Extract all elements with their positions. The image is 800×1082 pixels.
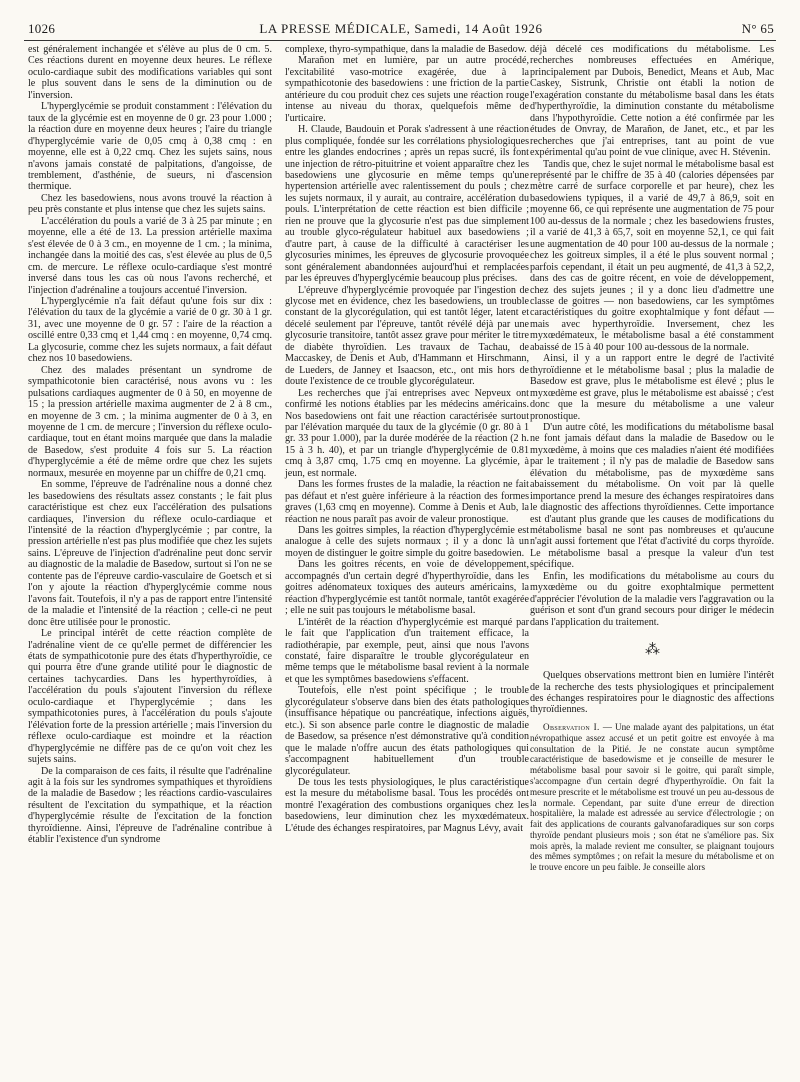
paragraph: De tous les tests physiologiques, le plus caractéristique est la mesure du métabolisme basal. Tous les procédés ont montré l'exagération des combustions organiques chez les basedowiens, leur diminution chez les myxœdémateux. L'étude des échanges respiratoires, par Magnus Lévy, avait bbox=[285, 777, 529, 834]
journal-title: LA PRESSE MÉDICALE, Samedi, 14 Août 1926 bbox=[259, 21, 543, 36]
paragraph: Marañon met en lumière, par un autre procédé, l'excitabilité vaso-motrice exagérée, due à la sympathicotonie des basedowiens : une friction de la partie antérieure du cou produit chez ces sujets une réaction rouge intense au niveau du thorax, quelquefois même de l'urticaire. bbox=[285, 55, 529, 124]
page-header bbox=[28, 21, 774, 37]
paragraph: L'épreuve d'hyperglycémie provoquée par l'ingestion de glycose met en évidence, chez les basedowiens, un trouble constant de la glycorégulation, qui est tantôt léger, latent et décelé seulement par l'épreuve, tantôt révélé déjà par une glycosurie transitoire, tantôt assez grave pour mériter le titre de diabète thyroïdien. Les travaux de Tachau, de Maccaskey, de Denis et Aub, d'Hammann et Hirschmann, de Lueders, de Janney et Isaacson, etc., ont mis hors de doute l'existence de ce trouble glycorégulateur. bbox=[285, 284, 529, 388]
paragraph: Dans les goitres récents, en voie de développement, accompagnés d'un certain degré d'hyperthyroïdie, dans les goitres adénomateux toxiques des auteurs américains, la réaction d'hyperglycémie est tantôt normale, tantôt exagérée ; elle ne suit pas toujours le métabolisme basal. bbox=[285, 559, 529, 617]
paragraph: Ainsi, il y a un rapport entre le degré de l'activité thyroïdienne et le métabolisme basal ; plus la maladie de Basedow est grave, plus le métabolisme est élevé ; plus le myxœdème est grave, plus le métabolisme est abaissé ; c'est donc que la mesure du métabolisme a une valeur pronostique. bbox=[530, 353, 774, 422]
observations-intro: Quelques observations mettront bien en lumière l'intérêt de la recherche des tests physiologiques et principalement des échanges respiratoires pour le diagnostic des affections thyroïdiennes. bbox=[530, 670, 774, 716]
paragraph: déjà décelé ces modifications du métabolisme. Les recherches nombreuses effectuées en Amérique, principalement par Dubois, Benedict, Means et Aub, Mac Caskey, Sistrunk, Christie ont établi la notion de l'exagération constante du métabolisme basal dans les états d'hyperthyroïdie, la diminution constante du métabolisme dans l'hypothyroïdie. Cette notion a été confirmée par les études de Onvray, de Marañon, de Janet, etc., et par les recherches que j'ai entreprises, tant au point de vue expérimental qu'au point de vue clinique, avec H. Stévenin. bbox=[530, 44, 774, 159]
column-right-body bbox=[530, 44, 774, 628]
paragraph: Chez des malades présentant un syndrome de sympathicotonie bien caractérisé, nous avons vu : les pulsations cardiaques augmenter de 0 à 50, en moyenne de 15 ; la pression artérielle maxima augmenter de 2 à 8 cm., en moyenne de 3 cm. ; la minima augmenter de 0 à 3, en moyenne de 1 cm. de mercure ; l'inversion du réflexe oculo-cardiaque, tout en étant moins marquée que dans la maladie de Basedow, s'est produite 4 fois sur 5. La réaction d'hyperglycémie a été de même ordre que chez les sujets normaux, mesurée en moyenne par un chiffre de 0,21 cmq. bbox=[28, 364, 272, 479]
paragraph: Dans les formes frustes de la maladie, la réaction ne fait pas défaut et n'est guère inférieure à la réaction des formes graves (1,63 cmq en moyenne). Comme à Denis et Aub, la réaction ne nous paraît pas avoir de valeur pronostique. bbox=[285, 479, 529, 525]
paragraph: H. Claude, Baudouin et Porak s'adressent à une réaction plus compliquée, fondée sur les corrélations physiologiques entre les glandes endocrines ; après un repas sucré, ils font une injection de rétro-pituitrine et voient apparaître chez les basedowiens une glycosurie en même temps qu'une hypertension artérielle avec ralentissement du pouls ; chez les sujets normaux, il y aurait, au contraire, accélération du pouls. L'interprétation de cette réaction est bien difficile ; rien ne prouve que la glycosurie n'est pas due simplement au trouble glyco-régulateur habituel aux basedowiens ; d'autre part, à cause de la difficulté à caractériser les glycosuries minimes, les épreuves de glycosurie provoquée sont généralement abandonnées aujourd'hui et remplacées par les épreuves d'hyperglycémie beaucoup plus précises. bbox=[285, 124, 529, 285]
issue-number: N° 65 bbox=[741, 21, 774, 36]
column-middle bbox=[285, 44, 529, 834]
paragraph: complexe, thyro-sympathique, dans la maladie de Basedow. bbox=[285, 44, 527, 55]
paragraph: Dans les goitres simples, la réaction d'hyperglycémie est analogue à celle des sujets normaux ; il y a donc là un moyen de distinguer le goitre simple du goitre basedowien. bbox=[285, 525, 529, 559]
paragraph: L'accélération du pouls a varié de 3 à 25 par minute ; en moyenne, elle a été de 13. La pression artérielle maxima s'est élevée de 0 à 3 cm., en moyenne de 1 cm. ; la minima, inchangée dans la moitié des cas, s'est élevée au plus de 0,5 cm. de mercure. Le réflexe oculo-cardiaque s'est montré inversé dans tous les cas où nous l'avons recherché, et l'injection d'adrénaline a toujours accentué l'inversion. bbox=[28, 215, 272, 296]
paragraph: L'intérêt de la réaction d'hyperglycémie est marqué par le fait que l'application d'un traitement efficace, la radiothérapie, par exemple, peut, ainsi que nous l'avons constaté, faire disparaître le trouble glycorégulateur en même temps que le métabolisme basal revient à la normale et que les symptômes basedowiens s'effacent. bbox=[285, 616, 529, 685]
paragraph: Les recherches que j'ai entreprises avec Nepveux ont confirmé les notions établies par les médecins américains. Nos basedowiens ont fait une réaction caractérisée surtout par l'élévation marquée du taux de la glycémie (0 gr. 80 à 1 gr. 33 pour 1.000), par la durée modérée de la réaction (2 h. 15 à 3 h. 40), et par un triangle d'hyperglycémie de 0.81 cmq à 3,87 cmq, 1.75 cmq en moyenne. La glycémie, à jeun, est normale. bbox=[285, 387, 529, 479]
paragraph: Enfin, les modifications du métabolisme au cours du myxœdème ou du goitre exophtalmique permettent d'apprécier l'évolution de la maladie vers l'aggravation ou la guérison et sont d'un grand secours pour diriger le médecin dans l'application du traitement. bbox=[530, 570, 774, 628]
column-left bbox=[28, 44, 272, 846]
observation-paragraph bbox=[530, 722, 774, 873]
observation-label: Observation I. bbox=[543, 721, 600, 732]
asterism-separator: ⁂ bbox=[645, 642, 659, 659]
paragraph: L'hyperglycémie se produit constamment : l'élévation du taux de la glycémie est en moyenne de 0 gr. 23 pour 1.000 ; la réaction dure en moyenne deux heures ; l'aire du triangle d'hyperglycémie varie de 0,05 cmq à 0,38 cmq : en moyenne, elle est à 0,22 cmq. Chez les sujets sains, nous n'avons jamais constaté de palpitations, d'angoisse, de tremblement, d'asthénie, de sueurs, ni d'ascension thermique. bbox=[28, 101, 272, 193]
paragraph: Chez les basedowiens, nous avons trouvé la réaction à peu près constante et plus intense que chez les sujets sains. bbox=[28, 192, 272, 216]
paragraph: L'hyperglycémie n'a fait défaut qu'une fois sur dix : l'élévation du taux de la glycémie a varié de 0 gr. 30 à 1 gr. 31, avec une moyenne de 0 gr. 57 : l'aire de la réaction a oscillé entre 0,33 cmq et 1,44 cmq : en moyenne, 0,74 cmq. La glycosurie, comme chez les sujets normaux, a fait défaut chez nos 10 basedowiens. bbox=[28, 295, 272, 365]
paragraph: Toutefois, elle n'est point spécifique ; le trouble glycorégulateur s'observe dans bien des états pathologiques (insuffisance hépatique ou pancréatique, infections aiguës, etc.). Si son absence parle contre le diagnostic de maladie de Basedow, sa présence n'est démonstrative qu'à condition que le malade n'offre aucun des états pathologiques qui s'accompagnent habituellement d'un trouble glycorégulateur. bbox=[285, 685, 529, 777]
paragraph: D'un autre côté, les modifications du métabolisme basal ne font jamais défaut dans la maladie de Basedow ou le myxœdème, à moins que ces maladies n'aient été modifiées par le traitement ; il n'y pas de maladie de Basedow sans élévation du métabolisme, pas de myxœdème sans abaissement du métabolisme. On voit par là quelle importance prend la mesure des échanges respiratoires dans le diagnostic des affections thyroïdiennes. Cette importance est d'autant plus grande que les causes de modifications du métabolisme basal ne sont pas nombreuses et qu'aucune n'agit aussi fortement que l'état d'activité du corps thyroïde. Le métabolisme basal a presque la valeur d'un test spécifique. bbox=[530, 421, 774, 571]
paragraph: Tandis que, chez le sujet normal le métabolisme basal est représenté par le chiffre de 35 à 40 (calories dépensées par mètre carré de surface corporelle et par heure), chez les basedowiens typiques, il a varié de 49,7 à 86,9, soit en moyenne 66, ce qui représente une augmentation de 75 pour 100 au-dessus de la normale ; chez les basedowiens frustes, il a varié de 41,3 à 65,7, soit en moyenne 52,1, ce qui fait une augmentation de 40 pour 100 au-dessus de la normale ; chez les goitreux simples, il a été le plus souvent normal ; parfois cependant, il était un peu augmenté, de 41,3 à 52,2, dans des cas de goitre récent, en voie de développement, chez des sujets jeunes ; il y a donc lieu d'admettre une classe de goitres — non basedowiens, car les symptômes caractéristiques du goitre exophtalmique y font défaut — mais avec hyperthyroïdie. Inversement, chez les myxœdémateux, le métabolisme basal a été constamment abaissé de 15 à 40 pour 100 au-dessous de la normale. bbox=[530, 158, 774, 353]
paragraph: En somme, l'épreuve de l'adrénaline nous a donné chez les basedowiens des résultats assez constants ; le fait plus caractéristique est chez eux l'accélération des pulsations cardiaques, l'inversion du réflexe oculo-cardiaque et l'intensité de la réaction d'hyperglycémie ; par contre, la pression artérielle n'est pas plus modifiée que chez les sujets sains. L'épreuve de l'injection d'adrénaline peut donc servir au diagnostic de la maladie de Basedow, surtout si l'on ne se contente pas de l'épreuve cardio-vasculaire de Goetsch et si l'on y ajoute la réaction d'hyperglycémie comme nous l'avons fait. Toutefois, il n'y a pas de rapport entre l'intensité de la maladie et l'intensité de la réaction ; celle-ci ne peut donc être utilisée pour le pronostic. bbox=[28, 479, 272, 628]
page-number: 1026 bbox=[28, 21, 56, 36]
header-rule bbox=[24, 40, 776, 41]
column-right bbox=[530, 44, 774, 873]
paragraph: est généralement inchangée et s'élève au plus de 0 cm. 5. Ces réactions durent en moyenne deux heures. Le réflexe oculo-cardiaque subit des modifications variables qui sont le plus souvent dans le sens de la diminution ou de l'inversion. bbox=[28, 44, 272, 101]
paragraph: Le principal intérêt de cette réaction complète de l'adrénaline vient de ce qu'elle permet de différencier les états de sympathicotonie pure des états d'hyperthyroïdie, ce qui pourra être d'une grande utilité pour le diagnostic de certaines tachycardies. Dans les hyperthyroïdies, à l'accélération du pouls s'ajoutent l'inversion du réflexe oculo-cardiaque et l'hyperglycémie ; dans les sympathicotonies pures, à l'accélération du pouls s'ajoute l'élévation forte de la pression artérielle ; mais l'inversion du réflexe oculo-cardiaque est moindre et la réaction d'hyperglycémie ne diffère pas de ce qu'on voit chez les sujets sains. bbox=[28, 628, 272, 766]
paragraph: De la comparaison de ces faits, il résulte que l'adrénaline agit à la fois sur les syndromes sympathiques et thyroïdiens de la maladie de Basedow ; les réactions cardio-vasculaires résultent de l'excitation du sympathique, et la réaction d'hyperglycémie résulte de l'excitation de la fonction thyroïdienne. Ainsi, l'épreuve de l'adrénaline contribue à établir l'existence d'un syndrome bbox=[28, 765, 272, 846]
observation-text: — Une malade ayant des palpitations, un état névropathique assez accusé et un petit goitre est envoyée à ma consultation de la Pitié. Je ne constate aucun symptôme caractéristique de basedowisme et je conseille de mesurer le métabolisme basal pour savoir si le goitre, qui paraît simple, s'accompagne d'un certain degré d'hyperthyroïdie. On fait la mesure prescrite et le métabolisme est trouvé un peu au-dessous de la normale. Cependant, par suite d'une erreur de direction hospitalière, la malade est adressée au service d'électrologie ; on fait des applications de courants galvanofaradiques sur son corps thyroïde pendant plusieurs mois ; son état ne s'améliore pas. Six mois après, la malade revient me consulter, se plaignant toujours des mêmes symptômes ; on refait la mesure du métabolisme et on le trouve encore un peu faible. Je conseille alors bbox=[530, 721, 774, 873]
